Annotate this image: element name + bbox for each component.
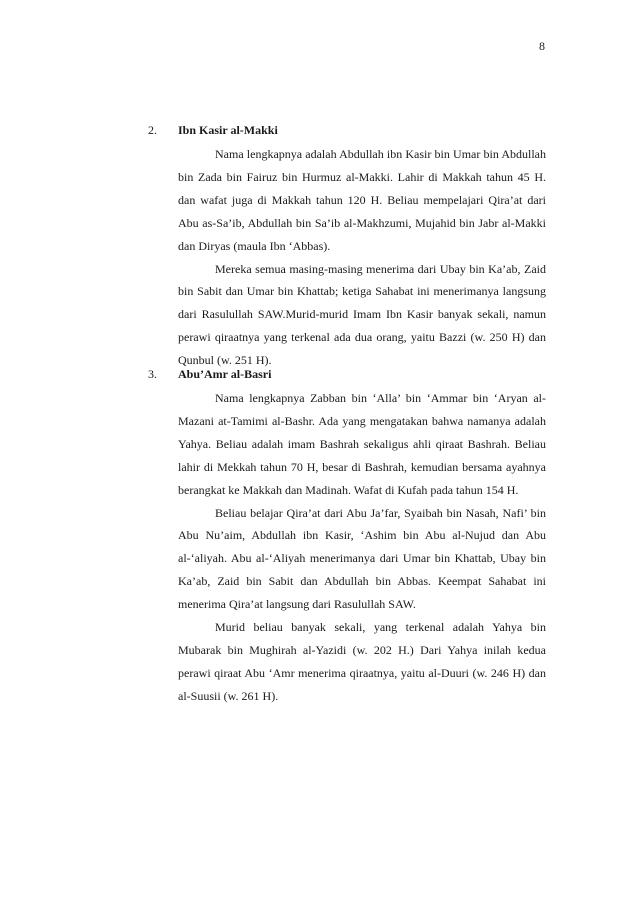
section-heading xyxy=(148,122,546,138)
section-title: Abu’Amr al-Basri xyxy=(178,367,272,381)
section-abu-amr xyxy=(148,366,546,708)
section-title: Ibn Kasir al-Makki xyxy=(178,123,278,137)
paragraph: Beliau belajar Qira’at dari Abu Ja’far, Syaibah bin Nasah, Nafi’ bin Abu Nu’aim, Abdullah ibn Kasir, ‘Ashim bin Abu al-Nujud dan Abu al-‘aliyah. Abu al-‘Aliyah menerimanya dari Umar bin Khattab, Ubay bin Ka’ab, Zaid bin Sabit dan Abdullah bin Abbas. Keempat Sahabat ini menerima Qira’at langsung dari Rasulullah SAW. xyxy=(178,505,546,612)
section-number: 2. xyxy=(148,123,157,137)
section-ibn-kasir xyxy=(148,122,546,372)
section-body xyxy=(178,387,546,708)
paragraph: Nama lengkapnya adalah Abdullah ibn Kasir bin Umar bin Abdullah bin Zada bin Fairuz bin Hurmuz al-Makki. Lahir di Makkah tahun 45 H. dan wafat juga di Makkah tahun 120 H. Beliau mempelajari Qira’at dari Abu as-Sa’ib, Abdullah bin Sa’ib al-Makhzumi, Mujahid bin Jabr al-Makki dan Diryas (maula Ibn ‘Abbas). xyxy=(178,147,546,253)
page-number: 8 xyxy=(539,39,545,53)
paragraph: Murid beliau banyak sekali, yang terkenal adalah Yahya bin Mubarak bin Mughirah al-Yazidi (w. 202 H.) Dari Yahya inilah kedua perawi qiraat Abu ‘Amr menerima qiraatnya, yaitu al-Duuri (w. 246 H) dan al-Suusii (w. 261 H). xyxy=(178,620,546,703)
section-heading xyxy=(148,366,546,382)
section-number: 3. xyxy=(148,367,157,381)
section-body xyxy=(178,143,546,372)
paragraph: Mereka semua masing-masing menerima dari Ubay bin Ka’ab, Zaid bin Sabit dan Umar bin Khattab; ketiga Sahabat ini menerimanya langsung dari Rasulullah SAW.Murid-murid Imam Ibn Kasir banyak sekali, namun perawi qiraatnya yang terkenal ada dua orang, yaitu Bazzi (w. 250 H) dan Qunbul (w. 251 H). xyxy=(178,261,546,368)
paragraph: Nama lengkapnya Zabban bin ‘Alla’ bin ‘Ammar bin ‘Aryan al-Mazani at-Tamimi al-Bashr. Ada yang mengatakan bahwa namanya adalah Yahya. Beliau adalah imam Bashrah sekaligus ahli qiraat Bashrah. Beliau lahir di Mekkah tahun 70 H, besar di Bashrah, kemudian bersama ayahnya berangkat ke Makkah dan Madinah. Wafat di Kufah pada tahun 154 H. xyxy=(178,391,546,497)
